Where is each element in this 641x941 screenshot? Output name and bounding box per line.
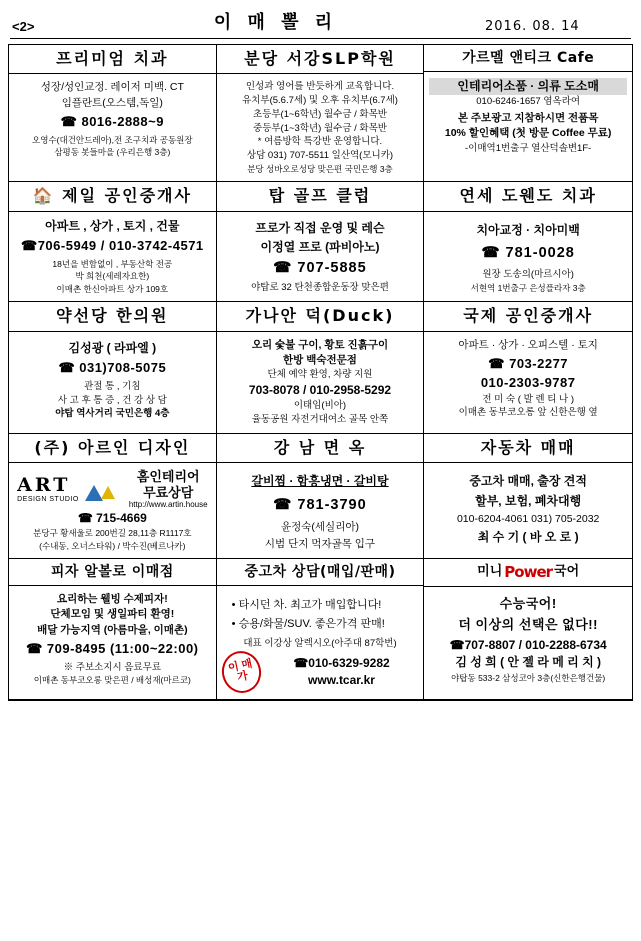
ad-line: 삼평동 봇들마을 (우리은행 3층)	[54, 146, 171, 157]
ad-title: 강 남 면 옥	[217, 434, 424, 463]
ad-body	[424, 463, 632, 552]
ad-bullet-list	[222, 596, 419, 633]
ad-phone: ☎ 781-0028	[481, 245, 575, 262]
stamp-icon: 이 매 가	[218, 648, 265, 697]
ad-line: 김 성 희 ( 안 젤 라 메 리 치 )	[455, 655, 601, 670]
ad-phone: 010-6246-1657 염옥라여	[476, 96, 581, 108]
ad-line: (수내동, 오너스타워) / 박수진(베르나카)	[39, 540, 186, 551]
advertisement-grid	[8, 44, 633, 701]
ad-line: 갈비찜 · 함흥냉면 · 갈비탕	[251, 474, 389, 489]
ad-line: 한방 백숙전문점	[283, 353, 357, 366]
ad-artin-design[interactable]	[9, 434, 217, 559]
ad-title: 🏠 제일 공인중개사	[9, 182, 216, 211]
ad-body	[217, 463, 424, 558]
ad-line: 윤정숙(세실리아)	[280, 520, 359, 533]
artin-logo	[14, 469, 211, 510]
ad-line: * 여름방학 특강반 운영합니다.	[257, 136, 383, 148]
ad-line: 서현역 1번출구 은성플라자 3층	[470, 282, 586, 293]
ad-phone: 010-2303-9787	[480, 374, 576, 390]
ad-body	[217, 74, 424, 181]
ad-phone: ☎ 031)708-5075	[58, 360, 167, 376]
ad-line: 임플란트(오스템,독일)	[61, 96, 163, 109]
ad-line: 아파트 · 상가 · 오피스텔 · 토지	[458, 338, 598, 351]
ad-line: 전 미 숙 ( 발 렌 티 나 )	[482, 393, 574, 405]
art-wordmark	[17, 473, 79, 503]
ad-line: 본 주보광고 지참하시면 전품목	[457, 112, 599, 125]
ad-body	[424, 587, 632, 690]
page-title: 이 매 뽈 리	[213, 12, 338, 33]
ad-title: 탑 골프 클럽	[217, 182, 424, 211]
ad-line: 인테리어소품 · 의류 도소매	[429, 78, 627, 95]
ad-line: 단체 예약 환영, 차량 지원	[267, 369, 373, 381]
mini-text: 미니	[477, 564, 503, 580]
ad-title: 가르멜 앤티크 Cafe	[424, 45, 632, 72]
ad-line: 프로가 직접 운영 및 레슨	[255, 220, 385, 235]
ad-title: 연세 도웬도 치과	[424, 182, 632, 211]
ad-line: 오리 숯불 구이, 황토 진흙구이	[251, 338, 389, 351]
ad-phone: ☎707-8807 / 010-2288-6734	[449, 637, 607, 652]
ad-phone: 010-6204-4061 031) 705-2032	[456, 512, 600, 525]
ad-garrel-antique-cafe[interactable]	[424, 45, 632, 182]
ad-phone: ☎ 707-5885	[273, 260, 367, 277]
ad-line: 아파트 , 상가 , 토지 , 건물	[45, 218, 180, 233]
ad-line: 단체모임 및 생일파티 환영!	[50, 608, 175, 621]
ad-line: ※ 주보소지시 음료무료	[63, 661, 162, 673]
ad-line: 이정열 프로 (파비아노)	[260, 240, 380, 255]
ad-title: (주) 아르인 디자인	[9, 434, 216, 463]
ad-line: 최 수 기 ( 바 오 로 )	[477, 530, 579, 545]
ad-line: 10% 할인혜택 (첫 방문 Coffee 무료)	[444, 127, 612, 140]
home-line2: 무료상담	[143, 484, 194, 500]
ad-line: 인성과 영어를 반듯하게 교육합니다.	[245, 81, 395, 93]
ad-body	[217, 586, 424, 699]
home-url: http://www.artin.house	[128, 500, 208, 510]
ad-line: 수능국어!	[499, 596, 557, 612]
header-divider	[10, 38, 631, 39]
page-header	[8, 6, 633, 36]
page-date: 2016. 08. 14	[485, 19, 580, 34]
ad-line: 할부, 보험, 폐차대행	[475, 493, 582, 508]
ad-yakseondang-oriental-clinic[interactable]	[9, 302, 217, 434]
ad-title	[424, 559, 632, 587]
ad-line: 야탑 역사거리 국민은행 4층	[55, 408, 170, 420]
ad-line: 요리하는 웰빙 수제피자!	[56, 593, 168, 606]
ad-body	[424, 332, 632, 426]
ad-title: 국제 공인중개사	[424, 302, 632, 331]
ad-line: • 승용/화물/SUV. 좋은가격 판매!	[231, 617, 385, 630]
ad-line: 박 희천(세레자요한)	[75, 271, 150, 282]
ad-phone: 703-8078 / 010-2958-5292	[248, 382, 392, 397]
ad-phone: ☎ 715-4669	[77, 510, 147, 525]
ad-line: 관절 통 , 기침	[84, 380, 141, 392]
ad-body	[9, 586, 216, 693]
ad-line: 야탑로 32 탄천종합운동장 맞은편	[251, 282, 389, 294]
ad-line: 중등부(1~3학년) 월수금 / 화목반	[253, 122, 387, 134]
ad-yonsei-dowando-dental[interactable]	[424, 182, 632, 302]
ad-line: 성장/성인교정. 레이저 미백. CT	[40, 81, 184, 94]
ad-line: 더 이상의 선택은 없다!!	[458, 617, 598, 633]
ad-body	[9, 212, 216, 301]
ad-line: 야탑동 533-2 삼성코아 3층(신한은행건물)	[451, 672, 606, 683]
ad-title: 중고차 상담(매입/판매)	[217, 559, 424, 586]
ad-line: 율동공원 자전거대여소 골목 안쪽	[251, 414, 389, 425]
ad-phone: ☎ 781-3790	[273, 496, 367, 513]
ad-used-car-sales[interactable]	[424, 434, 632, 559]
ad-title: 자동차 매매	[424, 434, 632, 463]
ad-line: 중고차 매매, 출장 견적	[469, 474, 587, 489]
ad-top-golf-club[interactable]	[217, 182, 425, 302]
ad-title: 가나안 덕(Duck)	[217, 302, 424, 331]
ad-body	[9, 332, 216, 428]
ad-body	[424, 212, 632, 300]
ad-phone: ☎010-6329-9282 www.tcar.kr	[293, 655, 390, 688]
home-line1: 홈인테리어	[136, 469, 200, 485]
ad-line: • 타시던 차. 최고가 매입합니다!	[231, 599, 382, 612]
home-interior-logo	[129, 469, 208, 510]
ad-line: 이매촌 동부코오롱 맞은편 / 배성재(마르코)	[33, 675, 191, 686]
ad-phone: ☎ 709-8495 (11:00~22:00)	[26, 640, 199, 656]
page-number: <2>	[12, 19, 35, 34]
ad-line: 원장 도송의(마르시아)	[482, 269, 574, 281]
ad-line: 이매촌 동부코오롱 앞 신한은행 옆	[458, 407, 598, 419]
ad-premium-dental[interactable]	[9, 45, 217, 182]
ad-line: 유치부(5.6.7세) 및 오후 유치부(6.7세)	[242, 95, 398, 107]
ad-line: 분당구 황새울로 200번길 28,11층 R1117호	[33, 528, 192, 539]
triangle-yellow-icon	[101, 486, 115, 499]
ad-title: 약선당 한의원	[9, 302, 216, 331]
ad-pizza-albolo[interactable]	[9, 559, 217, 700]
ad-line: -이매역1번출구 열산덕솔변1F-	[465, 142, 592, 154]
ad-body	[9, 463, 216, 558]
ad-gangnam-myeonok[interactable]	[217, 434, 425, 559]
ad-jeil-real-estate[interactable]	[9, 182, 217, 302]
art-text: ART	[17, 473, 71, 496]
ad-minipower-korean[interactable]	[424, 559, 632, 700]
ad-title: 프리미엄 치과	[9, 45, 216, 74]
ad-line: 김성광 ( 라파엘 )	[68, 340, 157, 355]
ad-kukje-real-estate[interactable]	[424, 302, 632, 434]
ad-line: 대표 이강상 알렉시오(아주대 87학번)	[243, 638, 397, 650]
ad-used-car-consulting[interactable]	[217, 559, 425, 700]
ad-body	[9, 74, 216, 164]
ad-phone: 상담 031) 707-5511 일산역(모니카)	[246, 150, 394, 162]
ad-line: 이태임(비아)	[293, 400, 347, 412]
ad-phone: ☎ 8016-2888~9	[60, 113, 164, 129]
ad-bundang-seogang-slp[interactable]	[217, 45, 425, 182]
ad-phone: ☎706-5949 / 010-3742-4571	[21, 238, 204, 254]
ad-line: 오영수(대건안드레아),전 조구치과 공동원장	[32, 134, 193, 145]
ad-body	[217, 332, 424, 433]
ad-line: 분당 성바오로성당 맞은편 국민은행 3층	[247, 163, 393, 174]
ad-line: 초등부(1~6학년) 월수금 / 화목반	[253, 108, 387, 120]
ad-title: 피자 알볼로 이매점	[9, 559, 216, 586]
ad-canaan-duck-restaurant[interactable]	[217, 302, 425, 434]
ad-line: 18년을 변함없이 , 부동산학 전공	[52, 258, 173, 269]
ad-line: 시범 단지 먹자골목 입구	[264, 537, 376, 550]
ad-line: 치아교정 · 치아미백	[476, 222, 580, 237]
ad-phone: ☎ 703-2277	[488, 355, 569, 371]
ad-line: 사 고 후 통 증 , 건 강 상 담	[57, 394, 167, 406]
power-logo-text: Power	[504, 563, 553, 581]
ad-title: 분당 서강SLP학원	[217, 45, 424, 74]
ad-line: 배달 가능지역 (아름마을, 이매촌)	[37, 623, 188, 636]
korean-text: 국어	[554, 564, 580, 580]
ad-line: 이매촌 한신아파트 상가 109호	[56, 283, 169, 294]
contact-row	[222, 651, 419, 693]
design-studio-text: DESIGN STUDIO	[17, 495, 79, 503]
ad-body	[424, 72, 632, 161]
ad-body	[217, 212, 424, 302]
